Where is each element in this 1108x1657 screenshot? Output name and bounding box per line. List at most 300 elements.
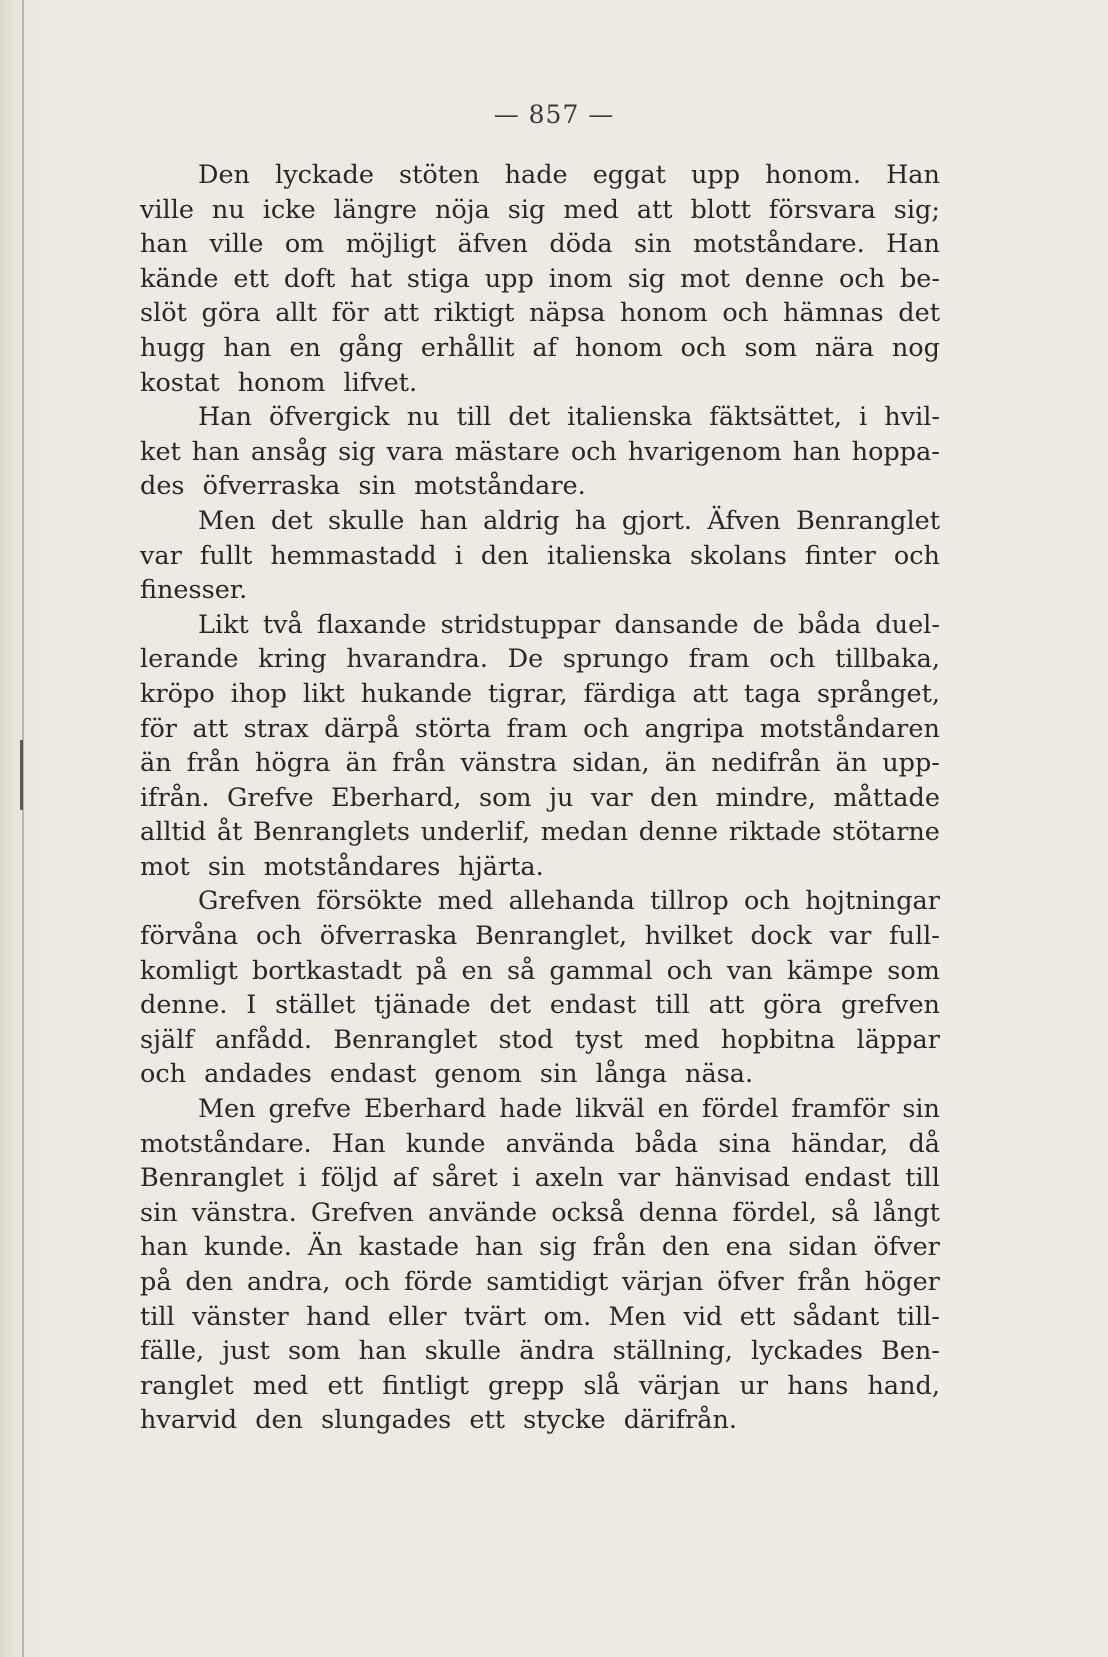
word: slöt [140,298,187,329]
word: I [246,990,257,1021]
word: lyckade [275,160,374,190]
word: kände [140,263,219,294]
word: grepp [487,1370,565,1401]
word: ur [739,1370,769,1401]
word: båda [798,609,862,640]
word: själf [140,1024,194,1055]
word: därpå [324,713,400,744]
word: skolans [690,540,787,571]
word: till [456,402,492,433]
text-line: och andades endast genom sin långa näsa. [140,1059,754,1090]
word: stötarne [832,817,940,848]
word: endast [804,1163,891,1194]
word: Grefven [310,1197,414,1228]
word: än [345,748,378,779]
word: tjänade [374,990,471,1021]
text-line [140,1161,940,1196]
word: händar, [791,1128,889,1159]
word: ställning, [612,1336,733,1367]
word: strax [243,713,309,744]
word: taga [744,678,802,709]
word: denne [638,817,719,848]
word: mot [680,263,730,294]
word: underlif, [420,817,531,848]
word: vara [386,436,444,467]
text-line [140,1369,940,1404]
word: han [140,229,189,260]
word: hopbitna [720,1024,836,1055]
word: två [262,609,303,640]
word: allt [275,298,317,329]
word: använda [505,1128,615,1159]
word: göra [763,990,823,1021]
word: Grefve [226,782,314,813]
word: riktade [728,817,822,848]
word: sådant [792,1301,880,1332]
word: han [475,1232,524,1263]
word: med [437,886,494,917]
word: ansåg [250,436,328,467]
word: en [657,1094,690,1125]
word: sin [634,229,672,260]
word: alltid [140,817,207,848]
word: de [752,609,785,640]
word: öfverraska [319,921,458,952]
word: öfver [717,1267,784,1297]
word: hvilket [644,921,733,952]
word: hade [499,1094,563,1125]
word: båda [635,1128,699,1159]
word: längre [333,194,418,225]
word: nöja [434,194,490,225]
word: hämnas [783,298,884,329]
word: det [489,990,532,1021]
text-line [140,1334,940,1369]
word: och [344,1267,391,1297]
word: andra, [246,1267,331,1297]
word: ena [725,1232,773,1263]
word: Likt [198,609,249,640]
word: till [905,1163,940,1194]
word: försökte [316,886,423,917]
word: han [140,1232,189,1263]
text-line [140,642,940,677]
word: ett [739,1301,776,1332]
word: aldrig [483,505,560,536]
text-line: des öfverraska sin motståndare. [140,471,586,502]
text-line [140,884,940,919]
word: värjan [638,1370,721,1401]
word: sig [338,436,376,467]
word: motståndaren [759,713,940,744]
word: hojtningar [805,886,940,917]
word: doft [283,263,336,294]
word: på [140,1267,172,1297]
word: att [383,298,419,329]
text-line [140,608,940,643]
word: till [140,1301,175,1332]
word: äfven [457,229,529,260]
word: med [563,194,619,225]
word: från [592,1232,646,1263]
word: sig [539,1232,577,1263]
word: Han [198,402,252,433]
word: italienska [546,540,672,571]
word: sprungo [562,644,669,675]
word: var [829,921,872,952]
word: sidan [788,1232,858,1263]
word: lyckades [750,1336,863,1367]
text-line [140,1023,940,1058]
word: fintligt [382,1370,469,1401]
word: och [666,955,713,986]
word: och [680,332,727,363]
word: ket [140,436,181,467]
word: en [461,955,493,986]
word: af [392,1163,418,1194]
word: denne. [140,990,228,1021]
text-line: finesser. [140,575,248,606]
text-line [140,954,940,989]
word: om. [543,1301,592,1332]
word: i [454,540,463,571]
word: stiga [406,263,470,294]
word: var [590,782,633,813]
word: Men [608,1301,667,1332]
word: var [618,1163,661,1194]
word: tillbaka, [834,644,940,675]
word: Äfven [707,505,781,536]
word: att [708,990,745,1021]
word: hugg [140,332,206,363]
word: tillrop [650,886,729,917]
text-line [140,262,940,297]
word: gång [338,332,403,363]
body-text [140,158,940,1438]
word: hat [350,263,392,294]
word: i [298,1163,307,1194]
text-line [140,1092,940,1127]
word: Eberhard [363,1094,487,1125]
word: döda [549,229,613,260]
word: öfver [873,1232,940,1263]
word: af [532,332,558,363]
word: lerande [140,644,239,675]
word: han [792,436,841,467]
text-line [140,539,940,574]
text-line [140,677,940,712]
word: på [415,955,448,986]
word: hvarigenom [627,436,782,467]
word: från [392,748,446,779]
word: förvåna [140,921,239,952]
word: dansande [614,609,739,640]
word: stället [275,990,356,1021]
word: det [270,505,313,536]
word: i [512,1163,521,1194]
word: nu [406,402,440,433]
word: den [661,1232,710,1263]
word: kunde. [204,1232,292,1263]
word: och [583,713,630,744]
word: icke [262,194,316,225]
word: måttade [833,782,940,813]
word: och [839,263,886,294]
word: färdiga [583,678,677,709]
text-line [140,193,940,228]
word: och [722,298,769,329]
word: riktigt [433,298,515,329]
word: van [726,955,773,986]
word: fullt [199,540,253,571]
word: hans [787,1370,849,1401]
word: ändra [519,1336,595,1367]
word: och [255,921,302,952]
text-line: kostat honom lifvet. [140,367,418,398]
word: angripa [644,713,745,744]
text-line [140,1127,940,1162]
word: kämpe [786,955,874,986]
word: likväl [575,1094,645,1125]
text-line: hvarvid den slungades ett stycke därifrån. [140,1405,737,1436]
word: hade [504,160,568,190]
word: som [287,1336,341,1367]
word: värjan [622,1267,704,1297]
word: följd [320,1163,379,1194]
word: De [507,644,544,675]
word: gammal [549,955,653,986]
word: vänstra [460,748,558,779]
word: sin [140,1197,178,1228]
word: blott [690,194,751,225]
word: till- [896,1301,940,1332]
word: det [508,402,551,433]
word: den [480,540,529,571]
word: vänstra. [191,1197,297,1228]
text-line: mot sin motståndares hjärta. [140,851,544,882]
word: just [222,1336,270,1367]
word: ett [327,1370,364,1401]
word: Men [198,505,256,536]
word: nu [211,194,245,225]
word: det [898,298,940,329]
word: sin [902,1094,940,1125]
word: som [744,332,798,363]
text-line [140,504,940,539]
word: skulle [328,505,405,536]
text-line [140,815,940,850]
word: be- [899,263,940,294]
word: sig [627,263,666,294]
word: hand [306,1301,371,1332]
word: Eberhard, [331,782,462,813]
word: Han [331,1128,386,1159]
page-spine-edge [22,0,24,1657]
word: den [650,782,699,813]
word: Benranglet [333,1024,478,1055]
word: fäktsättet, [709,402,842,433]
text-line [140,1196,940,1231]
word: dock [750,921,812,952]
word: möjligt [345,229,437,260]
word: hoppa- [851,436,940,467]
word: så [831,1197,860,1228]
word: han [358,1336,407,1367]
word: hvil- [884,402,940,433]
word: motståndare. [693,229,865,260]
page-spine-mark [20,740,23,810]
word: bortkastadt [251,955,402,986]
word: att [192,713,229,744]
text-line [140,988,940,1023]
word: motståndare. [140,1128,312,1159]
text-line [140,1265,940,1300]
word: Benranglet [140,1163,284,1194]
word: Benranglet [796,505,940,536]
word: ifrån. [140,782,210,813]
word: såret [431,1163,498,1194]
word: slå [583,1370,620,1401]
word: som [478,782,532,813]
word: vid [683,1301,723,1332]
word: ju [549,782,574,813]
word: gjort. [621,505,693,536]
word: och [743,886,791,917]
word: sig [507,194,546,225]
word: att [692,678,729,709]
text-line [140,227,940,262]
word: Han [886,229,940,260]
word: Den [198,160,250,190]
word: han [191,436,240,467]
word: ha [574,505,607,536]
word: anfådd. [215,1024,313,1055]
word: från [186,748,240,779]
word: denna [638,1197,719,1228]
text-line [140,296,940,331]
word: ville [140,194,194,225]
text-line [140,746,940,781]
word: om [284,229,325,260]
word: också [551,1197,625,1228]
word: kröpo [140,678,215,709]
word: i [859,402,868,433]
word: eller [387,1301,447,1332]
word: försvara [768,194,876,225]
word: var [140,540,182,571]
word: och [570,436,617,467]
word: stöten [399,160,480,190]
text-line [140,919,940,954]
word: honom [620,298,708,329]
word: ett [233,263,269,294]
word: upp- [882,748,940,779]
word: tvärt [463,1301,527,1332]
word: honom [574,332,663,363]
word: sina [718,1128,772,1159]
word: eggat [592,160,666,190]
word: Ben- [881,1336,940,1367]
word: upp [690,160,741,190]
word: fördel, [732,1197,817,1228]
word: ville [209,229,264,260]
word: denne [744,263,825,294]
word: att [636,194,673,225]
word: näpsa [529,298,606,329]
word: än [140,748,172,779]
text-line [140,400,940,435]
word: Benranglets [253,817,411,848]
word: höger [864,1267,940,1297]
word: åt [216,817,243,848]
word: nedifrån [711,748,821,779]
word: samtidigt [486,1267,609,1297]
word: göra [201,298,261,329]
word: endast [549,990,637,1021]
word: Än [307,1232,343,1263]
word: för [331,298,369,329]
word: nära [814,332,874,363]
word: fördel [701,1094,779,1125]
word: fram [688,644,750,675]
word: komligt [140,955,238,986]
word: till [655,990,690,1021]
word: ranglet [140,1370,234,1401]
word: hänvisad [674,1163,790,1194]
word: öfvergick [268,402,390,433]
text-line [140,712,940,747]
word: hand, [867,1370,940,1401]
word: italienska [567,402,693,433]
word: finter [804,540,876,571]
word: för [140,713,177,744]
word: än [835,748,868,779]
word: allehanda [508,886,635,917]
word: fälle, [140,1336,205,1367]
word: kunde [405,1128,486,1159]
word: duel- [875,609,940,640]
word: sidan, [572,748,650,779]
word: kring [258,644,327,675]
word: som [887,955,940,986]
word: han [223,332,272,363]
word: störta [414,713,492,744]
text-line [140,331,940,366]
word: långt [873,1197,940,1228]
word: högra [254,748,331,779]
text-line [140,158,940,193]
word: språnget, [816,678,940,709]
word: honom. [765,160,861,190]
word: med [252,1370,309,1401]
word: Grefven [198,886,302,917]
word: så [507,955,536,986]
word: stod [498,1024,554,1055]
word: hvarandra. [346,644,488,675]
word: nog [891,332,940,363]
word: med [643,1024,700,1055]
word: kastade [358,1232,460,1263]
word: han [419,505,468,536]
word: den [185,1267,234,1297]
word: ihop [230,678,287,709]
word: erhållit [420,332,515,363]
text-line [140,1300,940,1335]
page-number: — 857 — [493,100,615,129]
word: flaxande [316,609,427,640]
word: inom [548,263,613,294]
word: förde [404,1267,473,1297]
